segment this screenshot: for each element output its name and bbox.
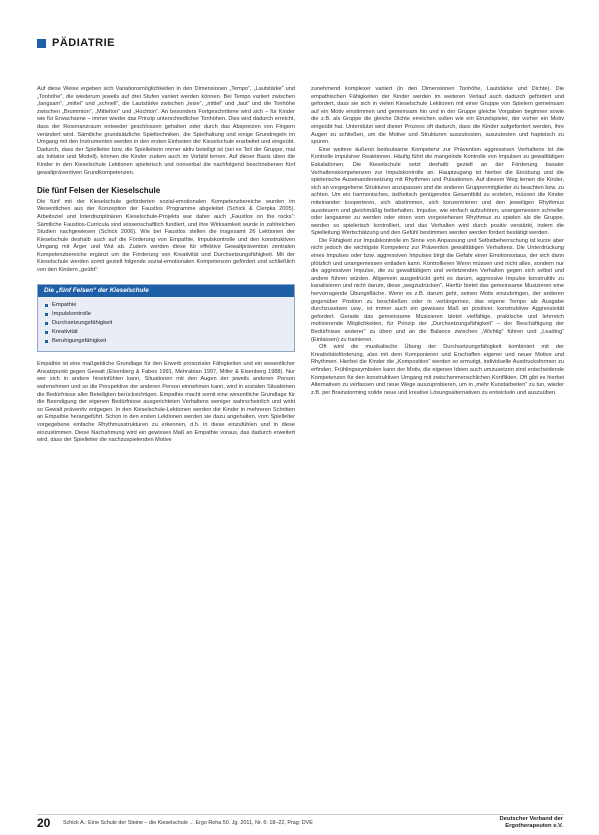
section-header — [37, 37, 115, 49]
list-item-label: Beruhigungsfähigkeit — [52, 338, 107, 345]
list-item — [45, 328, 294, 337]
list-item — [45, 310, 294, 319]
page-number: 20 — [37, 816, 51, 830]
bullet-icon — [45, 322, 48, 325]
section-title: PÄDIATRIE — [52, 37, 115, 49]
right-paragraph-1: zunehmend komplexer variiert (in den Dimensionen Tonhöhe, Lautstärke und Dichte). Die empathischen Fähigkeiten der Kinder werden im weiteren Verlauf auch dadurch gefördert und gefordert, dass sie sich in vielen Kieselschule Lektionen mit einer Gruppe von Spielern gemeinsam auf ein Motiv einstimmen und gemeinsam hin und in der Gruppe gleiche Vorgaben beginnen sowie die z.B. als Gruppe die gleiche Dichte erreichen sollen wie ein Einzelspieler, der vorher ein Motiv eingeübt hat. Unterstützt wird dieser Prozess oft dadurch, dass die Kinder aufgefordert werden, ihre Augen zu schließen, um die Motive und Strukturen auszukosten, auszutesten und hapteisch zu spüren. — [311, 86, 564, 146]
bullet-icon — [45, 304, 48, 307]
list-item-label: Kreativität — [52, 329, 78, 336]
left-column — [37, 86, 295, 445]
right-column — [311, 86, 564, 397]
bullet-icon — [45, 313, 48, 316]
bullet-icon — [45, 340, 48, 343]
right-paragraph-4: Oft wird die musikalische Übung der Durchsetzungsfähigkeit kombiniert mit der Kreativitätsförderung, also mit dem Komponieren und Erschaffen eigener und neuer Motive und Rhythmen. Hierbei die Kinder die „Komposition“ werden so ermutigt, individuelle Ausdrucksformen zu erfinden, Frühlingssymbolen kann der Motiv, die eigenen Ideen auch umzusetzen sind entscheidende Kompetenzen für den konstruktiven Umgang mit zwischenmenschlichen Konflikten. Oft gibt es hierbei Alternativen zu verfassen und neue Wege auszuprobieren, um in „mehr Kunstarbeiten“ zu tun, wieder z.B. per Brainstorming solide neue und kreative Lösungsalternativen zu entwickeln und auszuüben. — [311, 344, 564, 396]
five-rocks-box — [37, 284, 295, 353]
publisher-line-1: Deutscher Verband der — [499, 816, 563, 822]
left-paragraph-1: Auf diese Weise ergeben sich Variationsmöglichkeiten in den Dimensionen „Tempo“, „Lautstärke“ und „Tonhöhe“, die wiederum jeweils auf drei Stufen variiert werden können. Bei Tempo variiert zwischen „langsam“, „mittel“ und „schnell“, die Lautstärke zwischen „leise“, „mittel“ und „laut“ und die Tonhöhe zwischen „Brummton“, „Mittelton“ und „Hochton“. An besonders Fortgeschrittene wird sich – für Kinder wie für Erwachsene – immer wieder das Prinzip unterschiedlicher Tonhöhen. Dies wird dadurch erreicht, dass der Resonanzraum entweder geschlossen gehalten oder durch das Abspreizen von Fingern verändert wird. Sämtliche grundsätzliche Spieltechniken, die Spielhaltung und einige Grundregeln im Umgang mit den Instrumenten werden in den ersten Einheiten der Kieselschule erarbeitet und eingeübt. Dadurch, dass der Spielleiter bzw. die Spielleiterin immer aktiv beteiligt ist (sei es Teil der Gruppe, mal als Initiator und Modell), können die Kinder zudem auch im Vorbild lernen. Auf dieser Basis üben die Kinder in den Kieselschule Lektionen spielerisch und nonverbal die nachfolgend beschriebenen fünf gewaltpräventiven Grundkompetenzen. — [37, 86, 295, 176]
list-item — [45, 301, 294, 310]
publisher-block — [500, 816, 563, 830]
footer-citation: Schick A.: Eine Schule der Steine – die Kieselschule ... Ergo Reha 50. Jg. 2011, Nr. 6: 18–22, Prag: DVE — [63, 820, 313, 826]
left-paragraph-3: Empathie ist eine maßgebliche Grundlage für den Erwerb prosozialer Fähigkeiten und ein wesentlicher Ansatzpunkt gegen Gewalt (Eisenberg & Fabes 1991, Mehrabian 1997, Miller & Eisenberg 1988). Nur wer sich in andere hineinfühlen kann, Situationen mit den Augen der jeweils anderen Person wahrnehmen und so die Perspektive der anderen Person einnehmen kann, wird in sozialen Situationen die Bedürfnisse aller Beteiligten berücksichtigen. Empathie macht somit eine wesentliche Grundlage für die Beendigung der eigenen Bedürfnisse ausgerichteten Verhaltens weniger wahrscheinlich und wirkt so Gewalt präventiv entgegen. In den Kieselschule-Lektionen werden die Kinder in mehreren Schritten an Empathie herangeführt. Schon in den ersten Lektionen werden sie dazu angehalten, vom Spielleiter vorgegebene einfache Rhythmusstrukturen zu erkennen, d.h. in diese einzufühlen und in diese einzustimmen. Diese Nachahmung wird ein gewisses Maß an Empathie voraus, das dadurch erweitert wird, dass der Spielleiter die nachzuspielenden Motive — [37, 361, 295, 444]
bullet-icon — [45, 331, 48, 334]
left-paragraph-2: Die fünf mit der Kieselschule geförderten sozial-emotionalen Kompetenzbereiche wurden im Wesentlichen aus der Konzeption der Faustlos Programme abgeleitet (Schick & Cierpka 2005). Arbeitsziel und Interdisziplinären Kieselschule-Projekts war daher auch „Faustlos on the rocks“: Sämtliche Faustlos-Curricula sind wissenschaftlich fundiert, und ihre Wirksamkeit wurde in zahlreichen Studien nachgewiesen (Schick 2006). Wie bei Faustlos stellen die insgesamt 26 Lektionen der Kieselschule deshalb auch auf die Förderung von Empathie, Impulskontrolle und den konstruktiven Umgang mit Ärger und Wut ab. Zudem werden diese für effektive Gewaltprävention zentralen Kompetenzbereiche ergänzt um die Förderung von Kreativität und Durchsetzungsfähigkeit. Mit der Kieselschule werden somit gezielt folgende sozial-emotionalen Kompetenzen gefördert und schließlich von den Kindern „geübt“: — [37, 198, 295, 274]
list-item-label: Empathie — [52, 302, 77, 309]
box-title: Die „fünf Felsen“ der Kieselschule — [38, 285, 294, 298]
list-item-label: Durchsetzungsfähigkeit — [52, 320, 113, 327]
list-item — [45, 319, 294, 328]
section-subheading: Die fünf Felsen der Kieselschule — [37, 186, 161, 196]
right-paragraph-2: Eine weitere äußerst bedeutsame Kompetenz zur Prävention aggressiven Verhaltens ist die Kontrolle impulsiver Reaktionen. Häufig führt die mangelnde Kontrolle von Impulsen zu gewalttätigen Eskalationen. Die Kieselschule setzt deshalb gezielt an der Förderung basaler Verhaltenskompetenzen zur Impulskontrolle an. Hauptzugang ist hierbei die Einübung und die spielerische Auseinandersetzung mit Rhythmen und Pulsationen. Auf diesem Weg lernen die Kinder, sich an vorgegebene Strukturen anzupassen und die anderen Gruppenmitglieder zu beachten bzw. zu achten. Um ein harmonisches, ästhetisch genügendes Gesamtbild zu erzielen, müssen die Kinder miteinander kooperieren, sich abstimmen, sich konzentrieren und den jeweiligen Rhythmus aussteuern und gleichmäßig beibehalten. Impulse, wie einfach aufzuhören, unangemessen schneller oder langsamer zu werden oder einen vom vorgesehenen Rhythmus zu spielen als die Gruppe, werden so spielerisch kontrolliert, und das Verhalten wird durch positiv verstärkt, indem die Spielleitung Wertschätzung und den Gefühl bestimmen werden werden fordert bestätigt werden. — [311, 146, 564, 237]
box-list — [38, 301, 294, 346]
footer-rule — [37, 814, 564, 815]
list-item-label: Impulskontrolle — [52, 311, 91, 318]
list-item — [45, 337, 294, 346]
publisher-line-2: Ergotherapeuten e.V. — [505, 823, 563, 829]
section-marker — [37, 39, 46, 48]
right-paragraph-3: Die Fähigkeit zur Impulskontrolle im Sinne von Anpassung und Selbstbeherrschung ist kurze aber nicht jedoch die wichtigste Kompetenz zur Prävention gewalttätigen Verhaltens. Die Unterdrückung eines Impulses oder bzw. aggressiven Impulses birgt die Gefahr einer Emotionsstaus, der sich dann plötzlich und unangemessen entladen kann. Kontrollieren Wenn müssen und nicht alles, sondern nur die aggressiven Impulse, die zu gewalttätigem und verletzenden Verhalten gegen sich selbst und andere führen würden. Allgemein ausgedrückt geht es darum, aggressive Impulse konstruktiv zu kanalisieren und nicht darum, diese „wegzudrücken“. Hierfür bietet das gemeinsame Musizieren eine hervorragende Übungsfläche. Wenn es z.B. darum geht, seinen Motiv einzubringen, der anderen gegenüber Position zu beschließen oder in verlängernes, das eigene Tempo als Ausgabe durchzusetzen usw., ist immer auch ein gewisses Maß an positiver, konstruktiver Aggressivität gefordert. Gerade das gemeinsame Musizieren bietet vielfältige, praktische und lehrreich motivierende Möglichkeiten, für Prinzip der „Durchsetzungsfähigkeit“ – der Beschäftigung der Bedürfnisse anderer“ zu üben und an die Balance zwischen „Wichtig“ führen und „Leading“ (Einlassen) zu trainieren. — [311, 237, 564, 343]
